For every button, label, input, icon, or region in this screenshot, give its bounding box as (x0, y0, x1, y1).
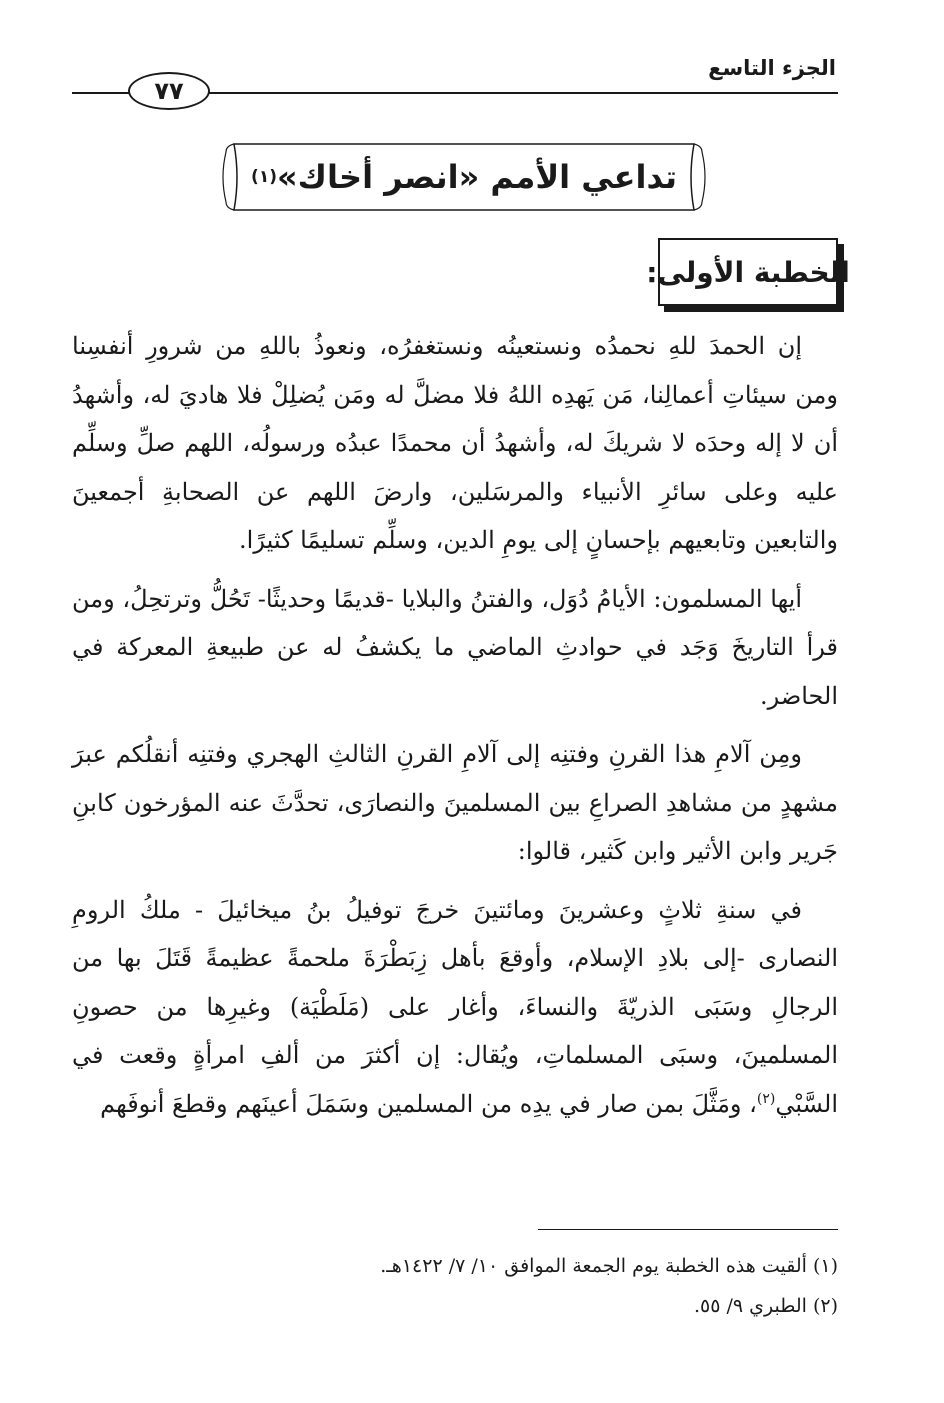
chapter-title-footnote-marker: (١) (251, 167, 277, 187)
footnote-marker-2: (٢) (756, 1090, 776, 1107)
page-number-badge: ٧٧ (128, 72, 210, 110)
chapter-title-frame (216, 138, 712, 216)
body-text (72, 322, 838, 1138)
paragraph-address: أيها المسلمون: الأيامُ دُوَل، والفتنُ والبلايا -قديمًا وحديثًا- تَحُلُّ وترتحِلُ، ومن قرأ التاريخَ وَجَد في حوادثِ الماضي ما يكشفُ له عن طبيعةِ المعركة في الحاضر. (72, 584, 838, 710)
paragraph-historical-account (72, 886, 838, 1129)
paragraph-opening-praise: إن الحمدَ للهِ نحمدُه ونستعينُه ونستغفرُه، ونعوذُ باللهِ من شرورِ أنفسِنا ومن سيئاتِ أعمالِنا، مَن يَهدِه اللهُ فلا مضلَّ له ومَن يُضلِلْ فلا هاديَ له، وأشهدُ أن لا إله وحدَه لا شريكَ له، وأشهدُ أن محمدًا عبدُه ورسولُه، اللهم صلِّ وسلِّم عليه وعلى سائرِ الأنبياء والمرسَلين، وارضَ اللهم عن الصحابةِ أجمعينَ والتابعين وتابعيهم بإحسانٍ إلى يومِ الدين، وسلِّم تسليمًا كثيرًا. (72, 332, 838, 554)
paragraph-text-part-1: في سنةِ ثلاثٍ وعشرينَ ومائتينَ خرجَ توفيلُ بنُ ميخائيلَ - ملكُ الرومِ النصارى -إلى بلادِ الإسلام، وأوقعَ بأهل زِبَطْرَةَ ملحمةً عظيمةً قَتَلَ بها من الرجالِ وسَبَى الذريّةَ والنساءَ، وأغار على (مَلَطْيَة) وغيرِها من حصونِ المسلمينَ، وسبَى المسلماتِ، ويُقال: إن أكثرَ من ألفِ امرأةٍ وقعت في السَّبْي (72, 895, 839, 1118)
footnote-rule (538, 1229, 838, 1230)
paragraph-history-intro: ومِن آلامِ هذا القرنِ وفتنِه إلى آلامِ القرنِ الثالثِ الهجري وفتنِه أنقلُكم عبرَ مشهدٍ من مشاهدِ الصراعِ بين المسلمينَ والنصارَى، تحدَّثَ عنه المؤرخون كابنِ جَرير وابن الأثير وابن كَثير، قالوا: (72, 740, 838, 865)
chapter-title-text: تداعي الأمم «انصر أخاك» (277, 158, 677, 196)
section-heading: الخطبة الأولى: (646, 255, 850, 289)
footnote-1: (١) ألقيت هذه الخطبة يوم الجمعة الموافق ١٠/ ٧/ ١٤٢٢هـ. (380, 1255, 838, 1277)
paragraph-text-part-2: ، ومَثَّلَ بمن صار في يدِه من المسلمين وسَمَلَ أعينَهم وقطعَ أنوفَهم (100, 1089, 757, 1118)
footnotes (98, 1246, 838, 1326)
footnote-2: (٢) الطبري ٩/ ٥٥. (693, 1295, 838, 1317)
section-heading-box (646, 238, 850, 306)
running-header-title: الجزء التاسع (708, 56, 836, 80)
chapter-title (216, 138, 712, 216)
